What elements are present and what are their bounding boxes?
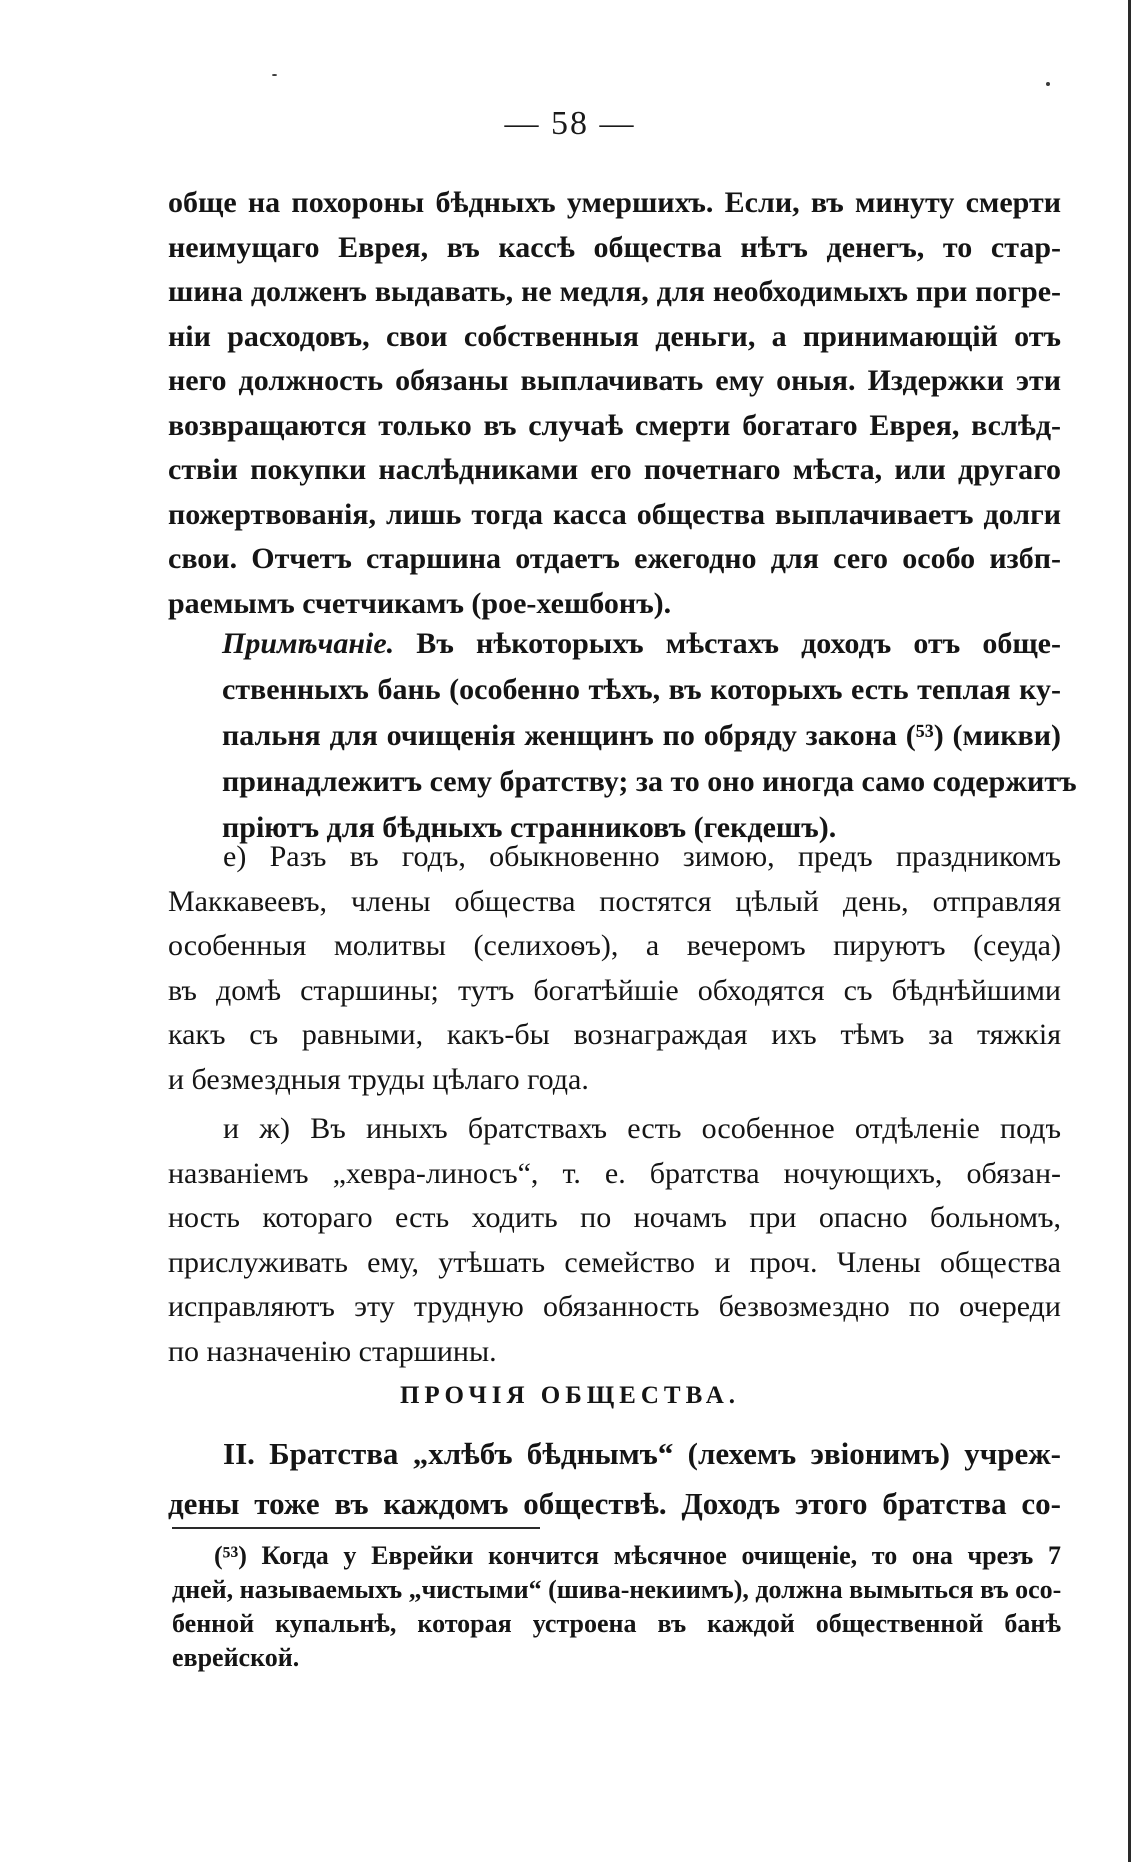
text-line: шина долженъ выдавать, не медля, для необходимыхъ при погре- [168,275,1061,308]
paragraph-zh-night-watch [168,1107,1061,1374]
paragraph-ii-bread-brotherhood [168,1429,1061,1529]
text-line: II. Братства „хлѣбъ бѣднымъ“ (лехемъ эвіонимъ) учреж- [223,1436,1061,1471]
footnote-line: бенной купальнѣ, которая устроена въ каждой общественной банѣ [172,1609,1061,1638]
note-first-line [222,621,1061,667]
text-line: названіемъ „хевра-линосъ“, т. е. братства ночующихъ, обязан- [168,1156,1061,1190]
text-line: обще на похороны бѣдныхъ умершихъ. Если, въ минуту смерти [168,186,1061,219]
text-line: Маккавеевъ, члены общества постятся цѣлый день, отправляя [168,884,1061,918]
page-number: — 58 — [504,105,636,142]
text-line: прислуживать ему, утѣшать семейство и проч. Члены общества [168,1245,1061,1279]
text-line: особенныя молитвы (селихоѳъ), а вечеромъ пируютъ (сеуда) [168,929,1061,962]
footnote-line: (⁵³) Когда у Еврейки кончится мѣсячное очищеніе, то она чрезъ 7 [214,1541,1061,1570]
text-line: въ домѣ старшины; тутъ богатѣйшіе обходятся съ бѣднѣйшими [168,973,1061,1007]
text-line: и ж) Въ иныхъ братствахъ есть особенное отдѣленіе подъ [223,1112,1061,1145]
text-line: свои. Отчетъ старшина отдаетъ ежегодно для сего особо избп- [168,542,1061,575]
text-line: пожертвованія, лишь тогда касса общества выплачиваетъ долги [168,497,1061,531]
text-line: какъ съ равными, какъ-бы вознаграждая ихъ тѣмъ за тяжкія [168,1018,1061,1051]
text-line: е) Разъ въ годъ, обыкновенно зимою, предъ праздникомъ [223,840,1061,873]
note-line: принадлежитъ сему братству; за то оно иногда само содержитъ [222,765,1077,798]
note-line: ственныхъ бань (особенно тѣхъ, въ которыхъ есть теплая ку- [222,673,1061,706]
text-line: неимущаго Еврея, въ кассѣ общества нѣтъ денегъ, то стар- [168,230,1061,264]
text-line: возвращаются только въ случаѣ смерти богатаго Еврея, вслѣд- [168,408,1061,442]
page-edge-rule [1128,0,1131,1862]
text-line: дены тоже въ каждомъ обществѣ. Доходъ этого братства со- [168,1486,1061,1521]
text-line: ніи расходовъ, свои собственныя деньги, а принимающій отъ [168,319,1061,353]
note-first-line-text: Въ нѣкоторыхъ мѣстахъ доходъ отъ обще- [394,627,1061,660]
note-line: пріютъ для бѣдныхъ странниковъ (гекдешъ). [222,811,837,844]
ink-speck [272,74,277,76]
text-line: и безмездныя труды цѣлаго года. [168,1062,589,1096]
section-heading: ПРОЧІЯ ОБЩЕСТВА. [399,1382,740,1409]
text-line: исправляютъ эту трудную обязанность безвозмездно по очереди [168,1290,1061,1323]
paragraph-burial-fund [168,181,1061,626]
text-line: по назначенію старшины. [168,1334,497,1368]
text-line: ствіи покупки наслѣдниками его почетнаго мѣста, или другаго [168,453,1061,486]
text-line: ность котораго есть ходить по ночамъ при опасно больномъ, [168,1201,1061,1234]
note-paragraph [222,621,1077,851]
footnote-line: дней, называемыхъ „чистыми“ (шива-некиимъ), должна вымыться въ осо- [172,1575,1062,1604]
footnote-separator [172,1527,540,1529]
footnote-line: еврейской. [172,1643,300,1672]
text-line: раемымъ счетчикамъ (рое-хешбонъ). [168,586,672,620]
footnote-53 [172,1539,1061,1675]
note-line: пальня для очищенія женщинъ по обряду закона (⁵³) (микви) [222,719,1061,752]
note-label: Примѣчаніе. [222,627,395,660]
ink-speck [1046,82,1050,86]
text-line: него должность обязаны выплачивать ему оныя. Издержки эти [168,364,1061,397]
paragraph-e-fast-day [168,835,1061,1102]
